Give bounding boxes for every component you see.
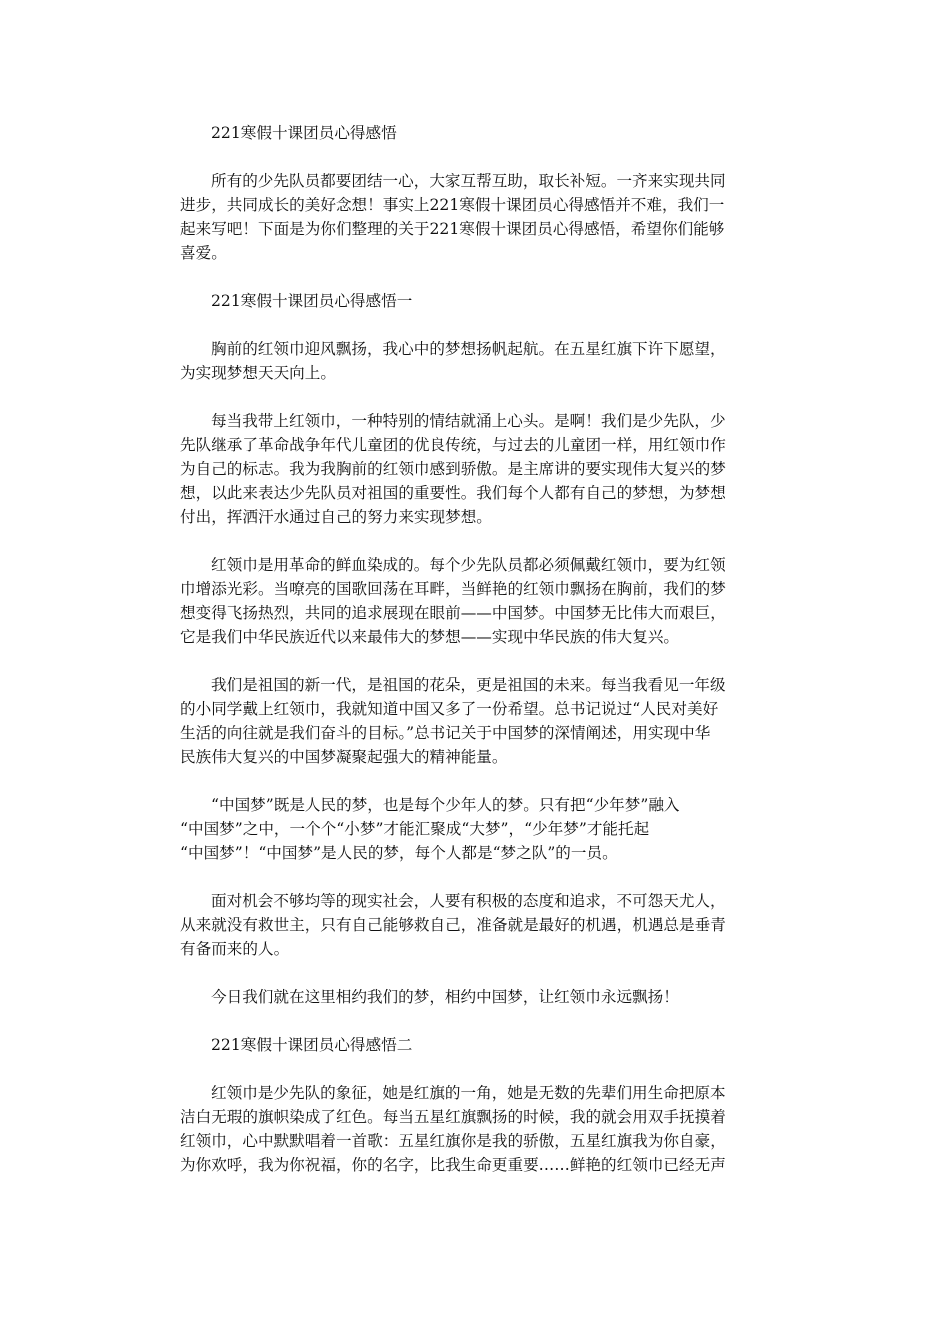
paragraph-line: 想，以此来表达少先队员对祖国的重要性。我们每个人都有自己的梦想，为梦想 bbox=[180, 484, 726, 502]
paragraph-line: 红领巾是用革命的鲜血染成的。每个少先队员都必须佩戴红领巾，要为红领 bbox=[211, 556, 726, 574]
paragraph-line: 为自己的标志。我为我胸前的红领巾感到骄傲。是主席讲的要实现伟大复兴的梦 bbox=[180, 460, 726, 478]
paragraph-line: 民族伟大复兴的中国梦凝聚起强大的精神能量。 bbox=[180, 748, 508, 766]
paragraph-line: 它是我们中华民族近代以来最伟大的梦想——实现中华民族的伟大复兴。 bbox=[180, 628, 680, 646]
paragraph-line: 为实现梦想天天向上。 bbox=[180, 364, 336, 382]
section-heading: 221寒假十课团员心得感悟一 bbox=[211, 292, 413, 310]
paragraph-line: 我们是祖国的新一代，是祖国的花朵，更是祖国的未来。每当我看见一年级 bbox=[211, 676, 726, 694]
paragraph-line: 每当我带上红领巾，一种特别的情结就涌上心头。是啊！我们是少先队，少 bbox=[211, 412, 726, 430]
paragraph-line: 生活的向往就是我们奋斗的目标。”总书记关于中国梦的深情阐述，用实现中华 bbox=[180, 724, 711, 742]
paragraph-line: “中国梦”！“中国梦”是人民的梦，每个人都是“梦之队”的一员。 bbox=[180, 844, 618, 862]
paragraph-line: 今日我们就在这里相约我们的梦，相约中国梦，让红领巾永远飘扬！ bbox=[211, 988, 679, 1006]
paragraph-line: 从来就没有救世主，只有自己能够救自己，准备就是最好的机遇，机遇总是垂青 bbox=[180, 916, 726, 934]
paragraph-line: 巾增添光彩。当嘹亮的国歌回荡在耳畔，当鲜艳的红领巾飘扬在胸前，我们的梦 bbox=[180, 580, 726, 598]
paragraph-line: 洁白无瑕的旗帜染成了红色。每当五星红旗飘扬的时候，我的就会用双手抚摸着 bbox=[180, 1108, 726, 1126]
document-title: 221寒假十课团员心得感悟 bbox=[211, 124, 397, 142]
section-heading: 221寒假十课团员心得感悟二 bbox=[211, 1036, 413, 1054]
intro-line: 起来写吧！下面是为你们整理的关于221寒假十课团员心得感悟，希望你们能够 bbox=[180, 220, 725, 238]
document-page bbox=[180, 121, 772, 1177]
intro-line: 喜爱。 bbox=[180, 244, 227, 262]
paragraph-line: 想变得飞扬热烈，共同的追求展现在眼前——中国梦。中国梦无比伟大而艰巨， bbox=[180, 604, 726, 622]
intro-line: 所有的少先队员都要团结一心，大家互帮互助，取长补短。一齐来实现共同 bbox=[211, 172, 726, 190]
intro-line: 进步，共同成长的美好念想！事实上221寒假十课团员心得感悟并不难，我们一 bbox=[180, 196, 725, 214]
paragraph-line: 面对机会不够均等的现实社会，人要有积极的态度和追求，不可怨天尤人， bbox=[211, 892, 726, 910]
paragraph-line: 付出，挥洒汗水通过自己的努力来实现梦想。 bbox=[180, 508, 492, 526]
paragraph-line: 红领巾，心中默默唱着一首歌：五星红旗你是我的骄傲，五星红旗我为你自豪， bbox=[180, 1132, 726, 1150]
paragraph-line: 胸前的红领巾迎风飘扬，我心中的梦想扬帆起航。在五星红旗下许下愿望， bbox=[211, 340, 726, 358]
paragraph-line: 红领巾是少先队的象征，她是红旗的一角，她是无数的先辈们用生命把原本 bbox=[211, 1084, 726, 1102]
paragraph-line: 先队继承了革命战争年代儿童团的优良传统，与过去的儿童团一样，用红领巾作 bbox=[180, 436, 726, 454]
paragraph-line: “中国梦”之中，一个个“小梦”才能汇聚成“大梦”，“少年梦”才能托起 bbox=[180, 820, 650, 838]
paragraph-line: 有备而来的人。 bbox=[180, 940, 290, 958]
paragraph-line: 为你欢呼，我为你祝福，你的名字，比我生命更重要……鲜艳的红领巾已经无声 bbox=[180, 1156, 726, 1174]
paragraph-line: “中国梦”既是人民的梦，也是每个少年人的梦。只有把“少年梦”融入 bbox=[211, 796, 680, 814]
paragraph-line: 的小同学戴上红领巾，我就知道中国又多了一份希望。总书记说过“人民对美好 bbox=[180, 700, 719, 718]
